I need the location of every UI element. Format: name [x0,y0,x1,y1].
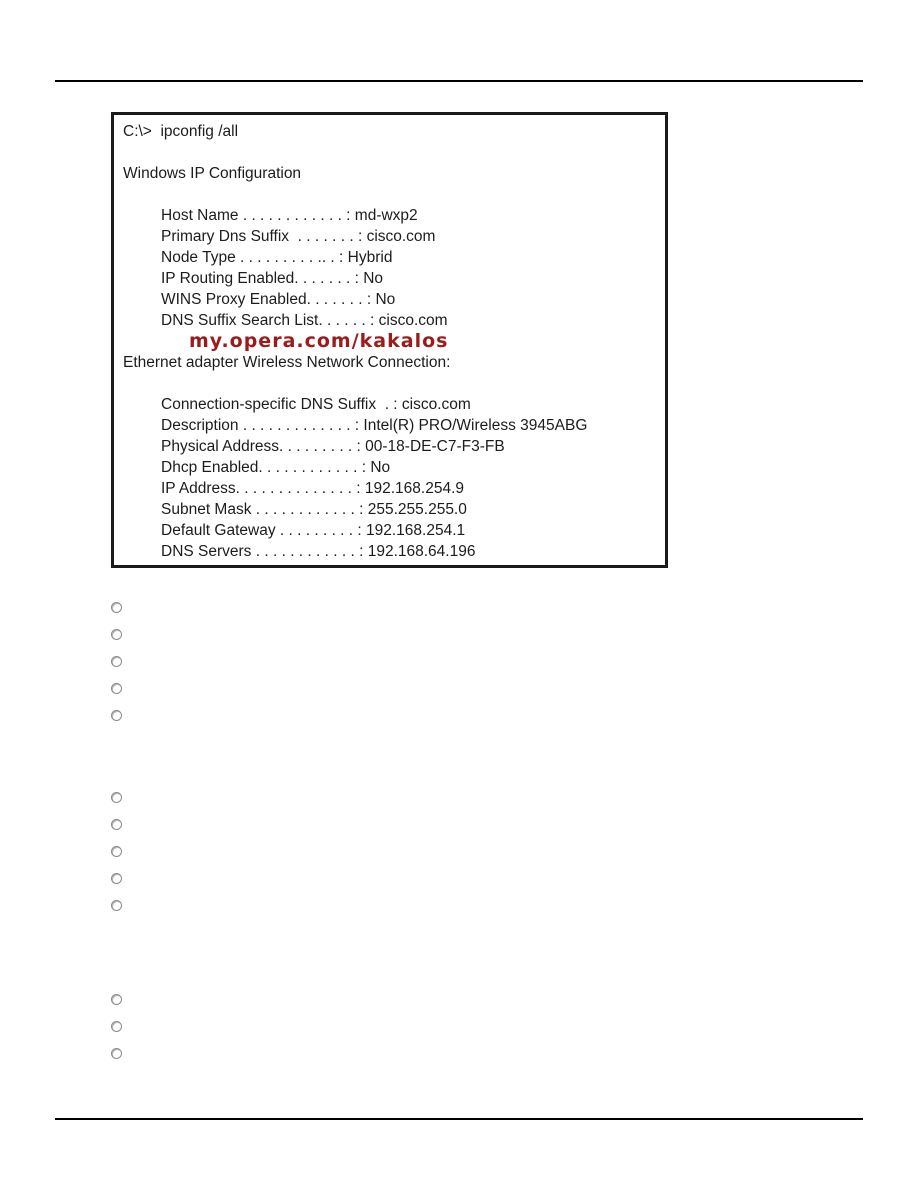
node-type-line: Node Type . . . . . . . . . .. . : Hybrid [161,249,393,266]
physical-address-line: Physical Address. . . . . . . . . : 00-18-DE-C7-F3-FB [161,438,505,455]
primary-dns-suffix-line: Primary Dns Suffix . . . . . . . : cisco.com [161,228,436,245]
answer-radio-1a[interactable] [111,602,122,613]
section-title: Windows IP Configuration [123,165,302,182]
answer-radio-2d[interactable] [111,873,122,884]
wins-proxy-line: WINS Proxy Enabled. . . . . . . : No [161,291,396,308]
answer-radio-1e[interactable] [111,710,122,721]
answer-radio-3b[interactable] [111,1021,122,1032]
connection-dns-suffix-line: Connection-specific DNS Suffix . : cisco.com [161,396,471,413]
answer-radio-2c[interactable] [111,846,122,857]
dns-suffix-search-line: DNS Suffix Search List. . . . . . : cisco.com [161,312,448,329]
answer-radio-2e[interactable] [111,900,122,911]
dns-servers-line: DNS Servers . . . . . . . . . . . . : 192.168.64.196 [161,543,476,560]
default-gateway-line: Default Gateway . . . . . . . . . : 192.168.254.1 [161,522,466,539]
answer-radio-1b[interactable] [111,629,122,640]
answer-radio-3c[interactable] [111,1048,122,1059]
header-rule [55,80,863,82]
adapter-title: Ethernet adapter Wireless Network Connection: [123,354,451,371]
dhcp-enabled-line: Dhcp Enabled. . . . . . . . . . . . : No [161,459,391,476]
watermark: my.opera.com/kakalos [189,330,449,352]
footer-rule [55,1118,863,1120]
ip-address-line: IP Address. . . . . . . . . . . . . . : 192.168.254.9 [161,480,464,497]
host-name-line: Host Name . . . . . . . . . . . . : md-wxp2 [161,207,418,224]
answer-radio-1c[interactable] [111,656,122,667]
ipconfig-exhibit [111,112,668,568]
answer-radio-2b[interactable] [111,819,122,830]
subnet-mask-line: Subnet Mask . . . . . . . . . . . . : 255.255.255.0 [161,501,467,518]
answer-radio-1d[interactable] [111,683,122,694]
answer-radio-3a[interactable] [111,994,122,1005]
answer-radio-2a[interactable] [111,792,122,803]
command-line: C:\> ipconfig /all [123,123,239,140]
description-line: Description . . . . . . . . . . . . . : Intel(R) PRO/Wireless 3945ABG [161,417,588,434]
ip-routing-line: IP Routing Enabled. . . . . . . : No [161,270,384,287]
